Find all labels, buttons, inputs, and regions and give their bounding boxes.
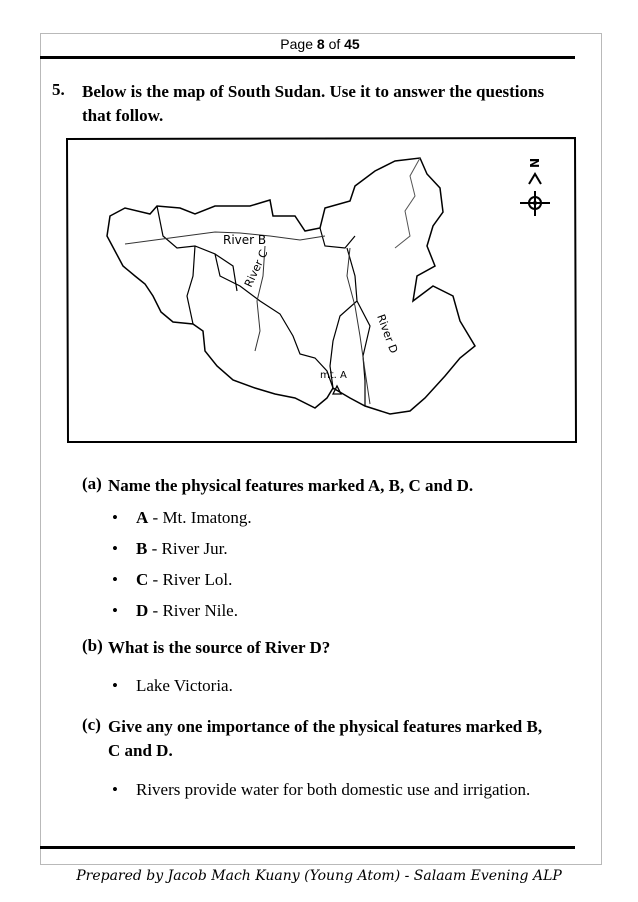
footer-rule (40, 846, 575, 849)
label-river-c: River C (241, 247, 271, 290)
part-c-label: (c) (82, 715, 101, 734)
bullet-icon: • (112, 539, 118, 558)
answer-c: C - River Lol. (136, 570, 233, 589)
page-prefix: Page (280, 36, 313, 52)
part-b-label: (b) (82, 636, 103, 655)
bullet-icon: • (112, 780, 118, 799)
page-of: of (328, 36, 341, 52)
answer-a: A - Mt. Imatong. (136, 508, 252, 527)
part-a-text: Name the physical features marked A, B, C and D. (108, 476, 474, 495)
page-header (40, 36, 600, 52)
state-border (330, 248, 357, 388)
part-a-label: (a) (82, 474, 102, 493)
label-north: N (528, 157, 542, 168)
question-number: 5. (52, 80, 65, 99)
bullet-icon: • (112, 508, 118, 527)
country-outline (107, 158, 475, 414)
map-frame (67, 138, 576, 442)
answer-d: D - River Nile. (136, 601, 238, 620)
river-d-line (347, 248, 370, 404)
page-total: 45 (344, 36, 360, 52)
south-sudan-map (65, 136, 577, 444)
north-arrow-icon (520, 174, 550, 216)
part-c-text-line1: Give any one importance of the physical features marked B, (108, 717, 543, 736)
footer-credit: Prepared by Jacob Mach Kuany (Young Atom) - Salaam Evening ALP (76, 868, 562, 884)
page-current: 8 (316, 36, 325, 52)
river-line (395, 158, 420, 248)
bullet-icon: • (112, 601, 118, 620)
header-rule (40, 56, 575, 59)
label-river-d: River D (374, 312, 401, 356)
bullet-icon: • (112, 676, 118, 695)
state-border (187, 246, 195, 324)
question-text: Below is the map of South Sudan. Use it to answer the questions that follow. (82, 82, 545, 125)
state-border (215, 254, 237, 291)
part-b-text: What is the source of River D? (108, 638, 331, 657)
answer-part-c: Rivers provide water for both domestic use and irrigation. (136, 780, 531, 799)
answer-part-b: Lake Victoria. (136, 676, 233, 695)
part-c-text-line2: C and D. (108, 741, 173, 760)
label-river-b: River B (223, 233, 267, 247)
answer-b: B - River Jur. (136, 539, 228, 558)
state-border (320, 228, 355, 248)
bullet-icon: • (112, 570, 118, 589)
label-mt-a: mt. A (320, 370, 347, 381)
